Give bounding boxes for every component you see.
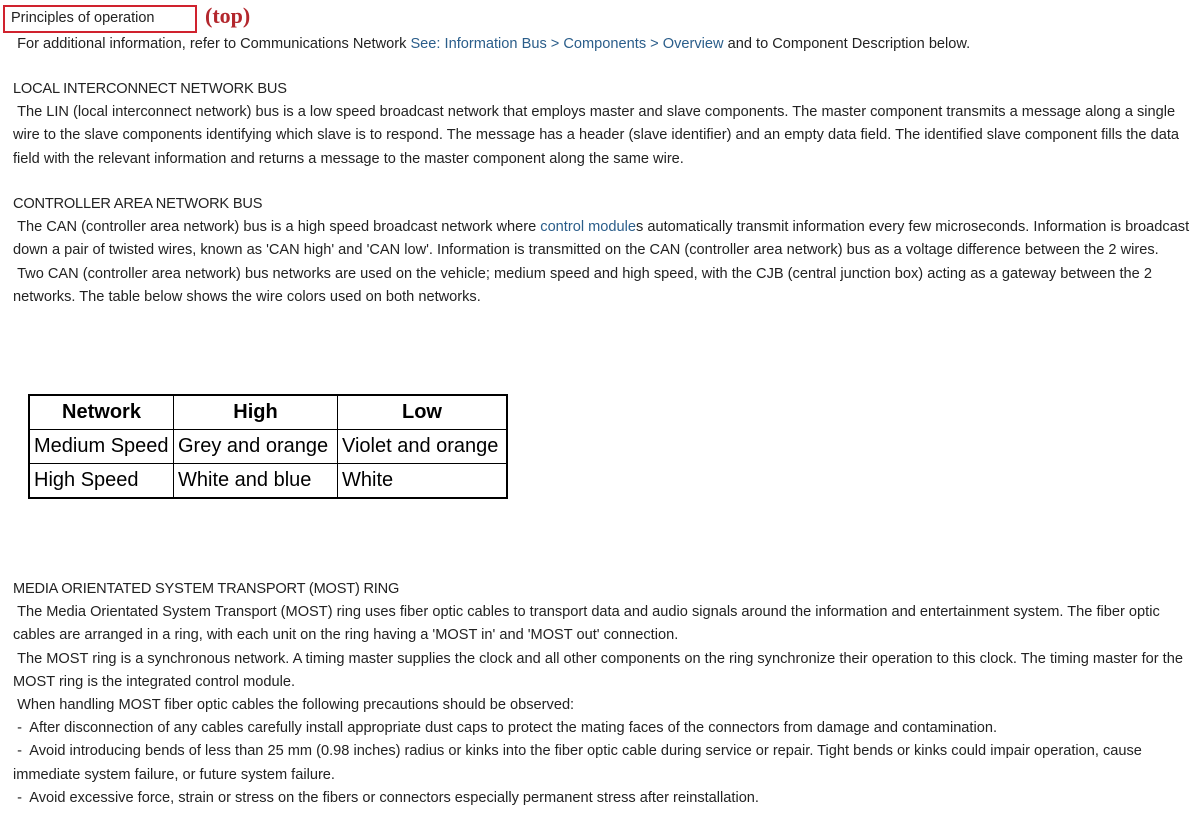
lin-heading: LOCAL INTERCONNECT NETWORK BUS xyxy=(13,81,287,97)
can-text: The CAN (controller area network) bus is a high speed broadcast network where xyxy=(13,219,541,236)
wire-color-table xyxy=(28,394,508,499)
top-annotation: (top) xyxy=(205,3,251,28)
page-title: Principles of operation xyxy=(11,10,155,26)
table-cell: Grey and orange xyxy=(174,430,338,464)
header-cell: High xyxy=(174,395,338,430)
most-paragraph-3: When handling MOST fiber optic cables the following precautions should be observed: xyxy=(13,697,575,714)
intro-paragraph xyxy=(13,33,1198,56)
precaution-item: - Avoid excessive force, strain or stress on the fibers or connectors especially permanent stress after reinstallation. xyxy=(13,789,759,806)
most-paragraph-1: The Media Orientated System Transport (MOST) ring uses fiber optic cables to transport data and audio signals around the information and entertainment system. The fiber optic cables are arranged in a ring, with each unit on the ring having a 'MOST in' and 'MOST out' connection. xyxy=(13,604,1164,644)
table-cell: Medium Speed xyxy=(29,430,174,464)
lin-section xyxy=(13,78,1198,171)
lin-paragraph: The LIN (local interconnect network) bus is a low speed broadcast network that employs master and slave components. The master component transmits a message along a single wire to the slave components identifying which slave is to respond. The message has a header (slave identifier) and an empty data field. The identified slave component fills the data field with the relevant information and returns a message to the master component along the same wire. xyxy=(13,104,1184,167)
table-cell: White xyxy=(338,464,508,499)
intro-after: and to Component Description below. xyxy=(723,36,971,52)
can-heading: CONTROLLER AREA NETWORK BUS xyxy=(13,196,263,212)
precaution-item: - After disconnection of any cables carefully install appropriate dust caps to protect the mating faces of the connectors from damage and contamination. xyxy=(13,720,998,737)
can-text-after: s automatically transmit information every few microseconds. Information is broadcast down a pair of twisted wires, known as 'CAN high' and 'CAN low'. Information is transmitted on the CAN (controller area network) bus as a voltage difference between the 2 wires. xyxy=(13,219,1194,259)
table-cell: High Speed xyxy=(29,464,174,499)
table-row xyxy=(29,464,507,499)
intro-text: For additional information, refer to Communications Network xyxy=(13,36,411,52)
precaution-item: - Avoid introducing bends of less than 25 mm (0.98 inches) radius or kinks into the fiber optic cable during service or repair. Tight bends or kinks could impair operation, cause immediate system failure, or future system failure. xyxy=(13,743,1146,783)
table-cell: Violet and orange xyxy=(338,430,508,464)
most-paragraph-2: The MOST ring is a synchronous network. A timing master supplies the clock and all other components on the ring synchronize their operation to this clock. The timing master for the MOST ring is the integrated control module. xyxy=(13,650,1188,690)
most-heading: MEDIA ORIENTATED SYSTEM TRANSPORT (MOST) RING xyxy=(13,581,400,597)
information-bus-link[interactable]: See: Information Bus > Components > Overview xyxy=(410,36,724,52)
can-paragraph-2: Two CAN (controller area network) bus networks are used on the vehicle; medium speed and high speed, with the CJB (central junction box) acting as a gateway between the 2 networks. The table below shows the wire colors used on both networks. xyxy=(13,265,1156,305)
table-row xyxy=(29,430,507,464)
header-cell: Low xyxy=(338,395,508,430)
most-section xyxy=(13,578,1198,810)
can-section xyxy=(13,193,1198,309)
header-cell: Network xyxy=(29,395,174,430)
table-cell: White and blue xyxy=(174,464,338,499)
control-module-link[interactable]: control module xyxy=(540,219,636,236)
table-header-row xyxy=(29,395,507,430)
